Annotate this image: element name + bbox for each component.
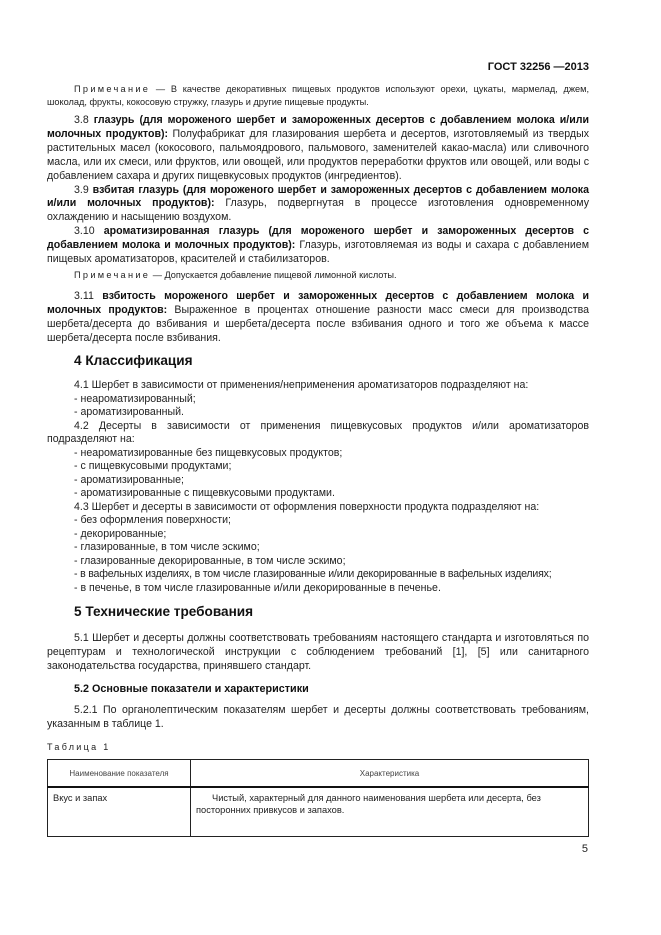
table-header-row [48, 760, 589, 788]
clause-3-8 [47, 114, 589, 267]
clause-3-11 [47, 290, 589, 346]
clause-5-1 [47, 632, 589, 674]
list-item: - декорированные; [74, 527, 167, 540]
list-item: - без оформления поверхности; [74, 514, 231, 526]
clause-5-2-1 [47, 704, 589, 732]
definition: Выраженное в процентах отношение разности масс смеси для производства шербета/десерта до взбивания и шербета/десерта после взбивания одного и того же объема к массе шербета/десерта после взбивания. [47, 303, 589, 344]
clause-4-3: 4.3 Шербет и десерты в зависимости от оформления поверхности продукта подразделяют на: [74, 500, 540, 513]
table-cell: Чистый, характерный для данного наименования шербета или десерта, без посторонних привкусов и запахов. [191, 787, 589, 837]
subsection-5-2-heading: 5.2 Основные показатели и характеристики [74, 683, 309, 695]
column-header: Наименование показателя [48, 760, 191, 788]
clause-number: 3.11 [74, 290, 103, 302]
list-item: - ароматизированный. [74, 406, 184, 418]
term: взбитая глазурь (для мороженого шербет и замороженных десертов с добавлением молока и/или молочных продуктов): [47, 183, 590, 210]
table-row [48, 787, 589, 837]
table-caption: Таблица 1 [47, 742, 111, 752]
term: ароматизированная глазурь (для мороженого шербет и замороженных десертов с добавлением молока и молочных продуктов): [47, 225, 590, 252]
clause-number: 3.8 [74, 114, 94, 126]
list-item: - в печенье, в том числе глазированные и/или декорированные в печенье. [74, 581, 441, 594]
definition: Глазурь, изготовляемая из воды и сахара с добавлением пищевых ароматизаторов, красителей и стабилизаторов. [47, 239, 589, 266]
clause-4-2: 4.2 Десерты в зависимости от применения пищевкусовых продуктов и/или ароматизаторов подразделяют на: [47, 419, 589, 445]
note-label: Примечание [74, 84, 151, 94]
table-1 [47, 759, 589, 837]
list-item: - неароматизированные без пищевкусовых продуктов; [74, 446, 343, 459]
list-item: - с пищевкусовыми продуктами; [74, 460, 232, 472]
term: взбитость мороженого шербет и замороженных десертов с добавлением молока и молочных продуктов: [47, 290, 590, 316]
list-item: - ароматизированные с пищевкусовыми продуктами. [74, 487, 335, 499]
note-citric-acid [47, 269, 589, 282]
clause-5-1-text: 5.1 Шербет и десерты должны соответствовать требованиям настоящего стандарта и изготовляться по рецептурам и технологической инструкции с соблюдением требований [1], [5] или санитарного законодательства государства, принявшего стандарт. [47, 632, 589, 672]
note-decorative [47, 83, 589, 109]
clause-5-2-1-text: 5.2.1 По органолептическим показателям шербет и десерты должны соответствовать требованиям, указанным в таблице 1. [47, 704, 589, 730]
clause-number: 3.10 [74, 225, 104, 238]
note-text: — Допускается добавление пищевой лимонной кислоты. [150, 270, 397, 280]
list-item: - в вафельных изделиях, в том числе глазированные и/или декорированные в вафельных изделиях; [74, 568, 552, 580]
column-header: Характеристика [191, 760, 589, 788]
section-4-heading: 4 Классификация [74, 353, 193, 368]
section-5-heading: 5 Технические требования [74, 604, 254, 619]
list-item: - неароматизированный; [74, 392, 196, 405]
term: глазурь (для мороженого шербет и замороженных десертов с добавлением молока и/или молочных продуктов): [47, 114, 589, 140]
list-item: - глазированные, в том числе эскимо; [74, 541, 260, 553]
clause-4-1: 4.1 Шербет в зависимости от применения/неприменения ароматизаторов подразделяют на: [74, 379, 529, 391]
list-item: - ароматизированные; [74, 473, 184, 486]
page-number: 5 [581, 843, 588, 855]
document-header: ГОСТ 32256 —2013 [487, 61, 589, 73]
clause-number: 3.9 [74, 183, 93, 196]
definition: Глазурь, подвергнутая в процессе изготовления одновременному охлаждению и насыщению воздухом. [47, 197, 590, 224]
note-label: Примечание [74, 270, 151, 280]
list-item: - глазированные декорированные, в том числе эскимо; [74, 554, 346, 567]
section-4-body [47, 379, 589, 595]
definition: Полуфабрикат для глазирования шербета и десертов, изготовляемый из твердых растительных масел (кокосового, пальмоядрового, пальмового, заменителей какао-масла) или сливочного масла, или их смеси, или фруктов, или овощей, или продуктов переработки фруктов или овощей, или воды с добавлением сахара и других пищевкусовых продуктов (ингредиентов). [47, 127, 589, 182]
table-cell: Вкус и запах [48, 787, 191, 837]
note-text: — В качестве декоративных пищевых продуктов используют орехи, цукаты, мармелад, джем, шоколад, фрукты, кокосовую стружку, глазурь и другие пищевые продукты. [47, 84, 589, 107]
